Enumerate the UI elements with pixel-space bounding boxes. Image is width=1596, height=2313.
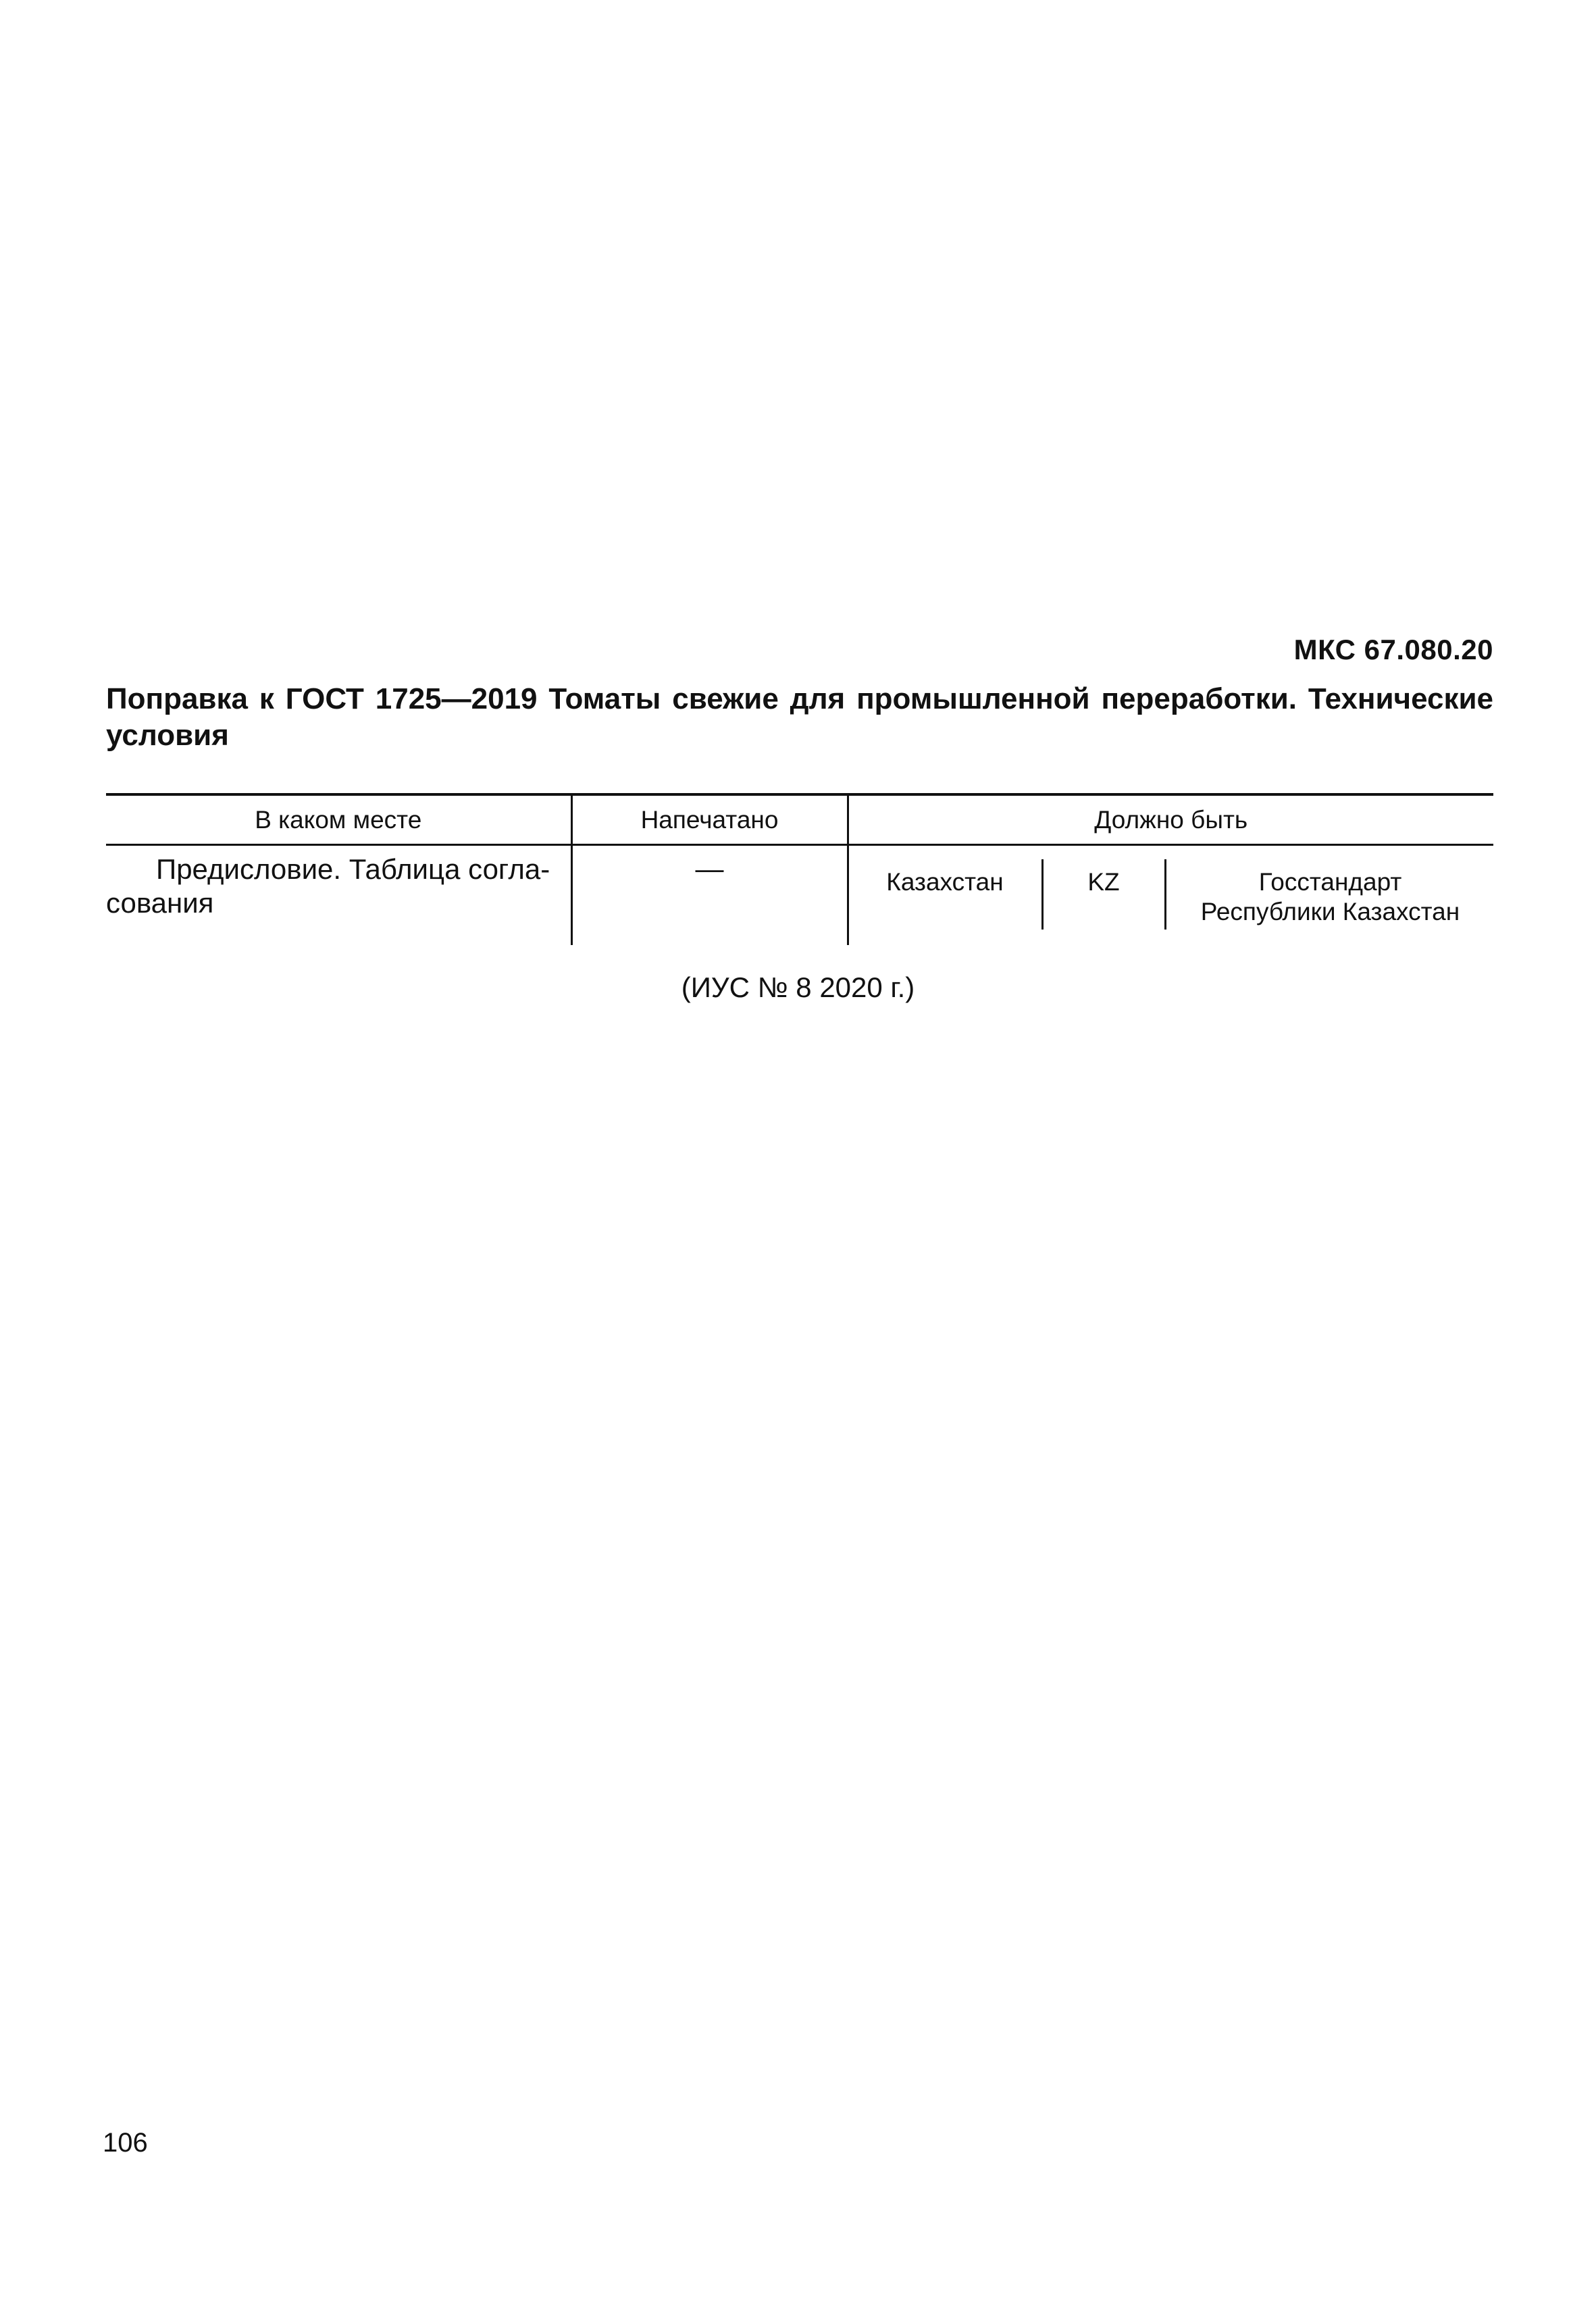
printed-value: —	[695, 853, 724, 884]
where-line-1: Предисловие. Таблица согла-	[156, 853, 550, 885]
cell-printed	[571, 845, 848, 946]
column-header-should-be: Должно быть	[848, 794, 1493, 845]
agency-line-2: Республики Казахстан	[1200, 898, 1460, 925]
source-reference: (ИУС № 8 2020 г.)	[681, 971, 915, 1003]
mks-code: МКС 67.080.20	[1293, 634, 1493, 665]
country-name: Казахстан	[886, 868, 1004, 896]
cell-where	[106, 845, 571, 946]
country-code: KZ	[1041, 859, 1164, 930]
cell-should-be	[848, 845, 1493, 946]
table-row	[106, 845, 1493, 946]
column-header-where: В каком месте	[106, 794, 571, 845]
agency-line-1: Госстандарт	[1258, 868, 1402, 896]
table-header-row	[106, 794, 1493, 845]
where-line-2: сования	[106, 887, 214, 919]
standards-agency	[1164, 859, 1495, 930]
amendment-title: Поправка к ГОСТ 1725—2019 Томаты свежие для промышленной переработки. Технические условия	[106, 682, 1493, 752]
page-number: 106	[103, 2128, 148, 2158]
amendment-table	[106, 793, 1493, 945]
column-header-printed: Напечатано	[571, 794, 848, 845]
